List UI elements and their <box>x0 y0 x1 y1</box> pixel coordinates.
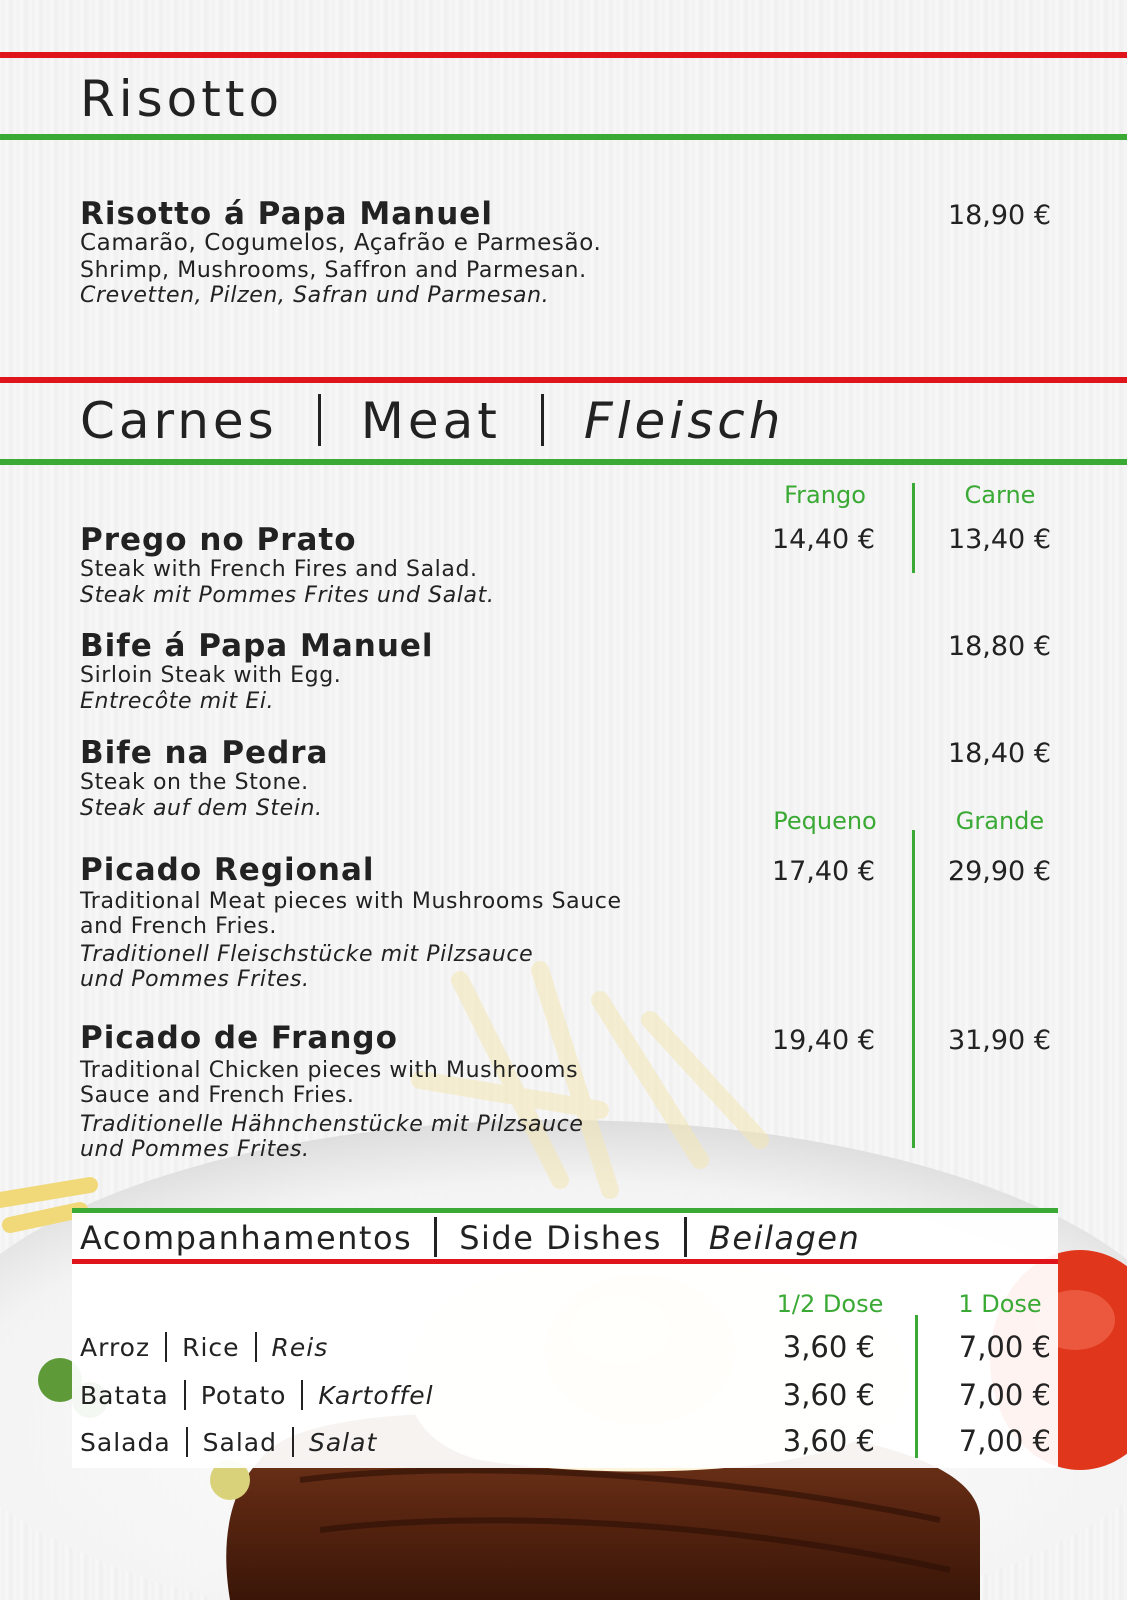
menu-item-price-pequeno: 17,40 € <box>771 856 875 887</box>
menu-item-name: Bife na Pedra <box>80 735 329 771</box>
menu-item-desc-de: und Pommes Frites. <box>80 1137 310 1162</box>
risotto-item-desc-pt: Camarão, Cogumelos, Açafrão e Parmesão. <box>80 230 602 256</box>
side-dish-row: Batata Potato Kartoffel <box>80 1381 434 1410</box>
title-separator <box>318 394 321 446</box>
col-head-carne: Carne <box>964 481 1036 509</box>
meat-section-title <box>80 392 784 450</box>
title-separator <box>434 1217 437 1257</box>
menu-item-desc-de: und Pommes Frites. <box>80 967 310 992</box>
menu-item-desc-en: Sauce and French Fries. <box>80 1083 355 1108</box>
col-head-grande: Grande <box>955 807 1045 835</box>
column-divider <box>912 830 915 1148</box>
menu-item-desc-en: and French Fries. <box>80 914 277 939</box>
side-dish-price-half: 3,60 € <box>782 1424 875 1458</box>
menu-item-name: Bife á Papa Manuel <box>80 628 434 664</box>
menu-item-desc-en: Traditional Chicken pieces with Mushrooms <box>80 1058 579 1083</box>
meat-title-pt: Carnes <box>80 392 278 450</box>
sides-title-pt: Acompanhamentos <box>80 1219 413 1257</box>
side-dish-price-full: 7,00 € <box>958 1378 1051 1412</box>
risotto-top-rule <box>0 52 1127 58</box>
menu-item-price: 18,80 € <box>947 631 1051 662</box>
menu-item-price-carne: 13,40 € <box>947 524 1051 555</box>
risotto-item-desc-de: Crevetten, Pilzen, Safran und Parmesan. <box>80 283 550 308</box>
side-dish-row: Arroz Rice Reis <box>80 1333 329 1362</box>
menu-item-name: Picado de Frango <box>80 1020 398 1056</box>
menu-item-desc-de: Traditionelle Hähnchenstücke mit Pilzsauce <box>80 1112 584 1137</box>
menu-item-desc-en: Sirloin Steak with Egg. <box>80 663 342 688</box>
menu-item-desc-en: Traditional Meat pieces with Mushrooms Sauce <box>80 889 622 914</box>
risotto-item-desc-en: Shrimp, Mushrooms, Saffron and Parmesan. <box>80 258 587 283</box>
menu-item-price-grande: 31,90 € <box>947 1025 1051 1056</box>
menu-item-price-frango: 14,40 € <box>771 524 875 555</box>
column-divider <box>915 1315 918 1458</box>
sides-top-rule <box>72 1208 1058 1213</box>
menu-item-price: 18,40 € <box>947 738 1051 769</box>
meat-bottom-rule <box>0 459 1127 465</box>
side-dish-price-full: 7,00 € <box>958 1330 1051 1364</box>
meat-title-de: Fleisch <box>583 392 785 450</box>
title-separator <box>541 394 544 446</box>
risotto-item-name: Risotto á Papa Manuel <box>80 196 493 232</box>
risotto-bottom-rule <box>0 134 1127 140</box>
risotto-section-title: Risotto <box>80 70 284 128</box>
col-head-full-dose: 1 Dose <box>958 1290 1042 1318</box>
meat-top-rule <box>0 377 1127 383</box>
menu-item-desc-de: Steak auf dem Stein. <box>80 796 323 821</box>
menu-item-name: Picado Regional <box>80 852 375 888</box>
col-head-half-dose: 1/2 Dose <box>776 1290 884 1318</box>
menu-item-desc-en: Steak on the Stone. <box>80 770 309 795</box>
menu-item-desc-de: Traditionell Fleischstücke mit Pilzsauce <box>80 942 534 967</box>
side-dish-price-half: 3,60 € <box>782 1378 875 1412</box>
side-dish-price-half: 3,60 € <box>782 1330 875 1364</box>
menu-item-desc-en: Steak with French Fires and Salad. <box>80 557 478 582</box>
col-head-frango: Frango <box>784 481 866 509</box>
menu-item-desc-de: Steak mit Pommes Frites und Salat. <box>80 583 495 608</box>
sides-title-en: Side Dishes <box>459 1219 662 1257</box>
title-separator <box>684 1217 687 1257</box>
sides-title-de: Beilagen <box>708 1219 861 1257</box>
menu-item-name: Prego no Prato <box>80 522 357 558</box>
risotto-item-price: 18,90 € <box>947 200 1051 231</box>
sides-bottom-rule <box>72 1259 1058 1264</box>
side-dish-price-full: 7,00 € <box>958 1424 1051 1458</box>
sides-title <box>80 1217 860 1257</box>
meat-title-en: Meat <box>360 392 501 450</box>
side-dish-row: Salada Salad Salat <box>80 1428 378 1457</box>
col-head-pequeno: Pequeno <box>773 807 877 835</box>
column-divider <box>912 483 915 573</box>
menu-item-desc-de: Entrecôte mit Ei. <box>80 689 275 714</box>
menu-item-price-pequeno: 19,40 € <box>771 1025 875 1056</box>
menu-item-price-grande: 29,90 € <box>947 856 1051 887</box>
